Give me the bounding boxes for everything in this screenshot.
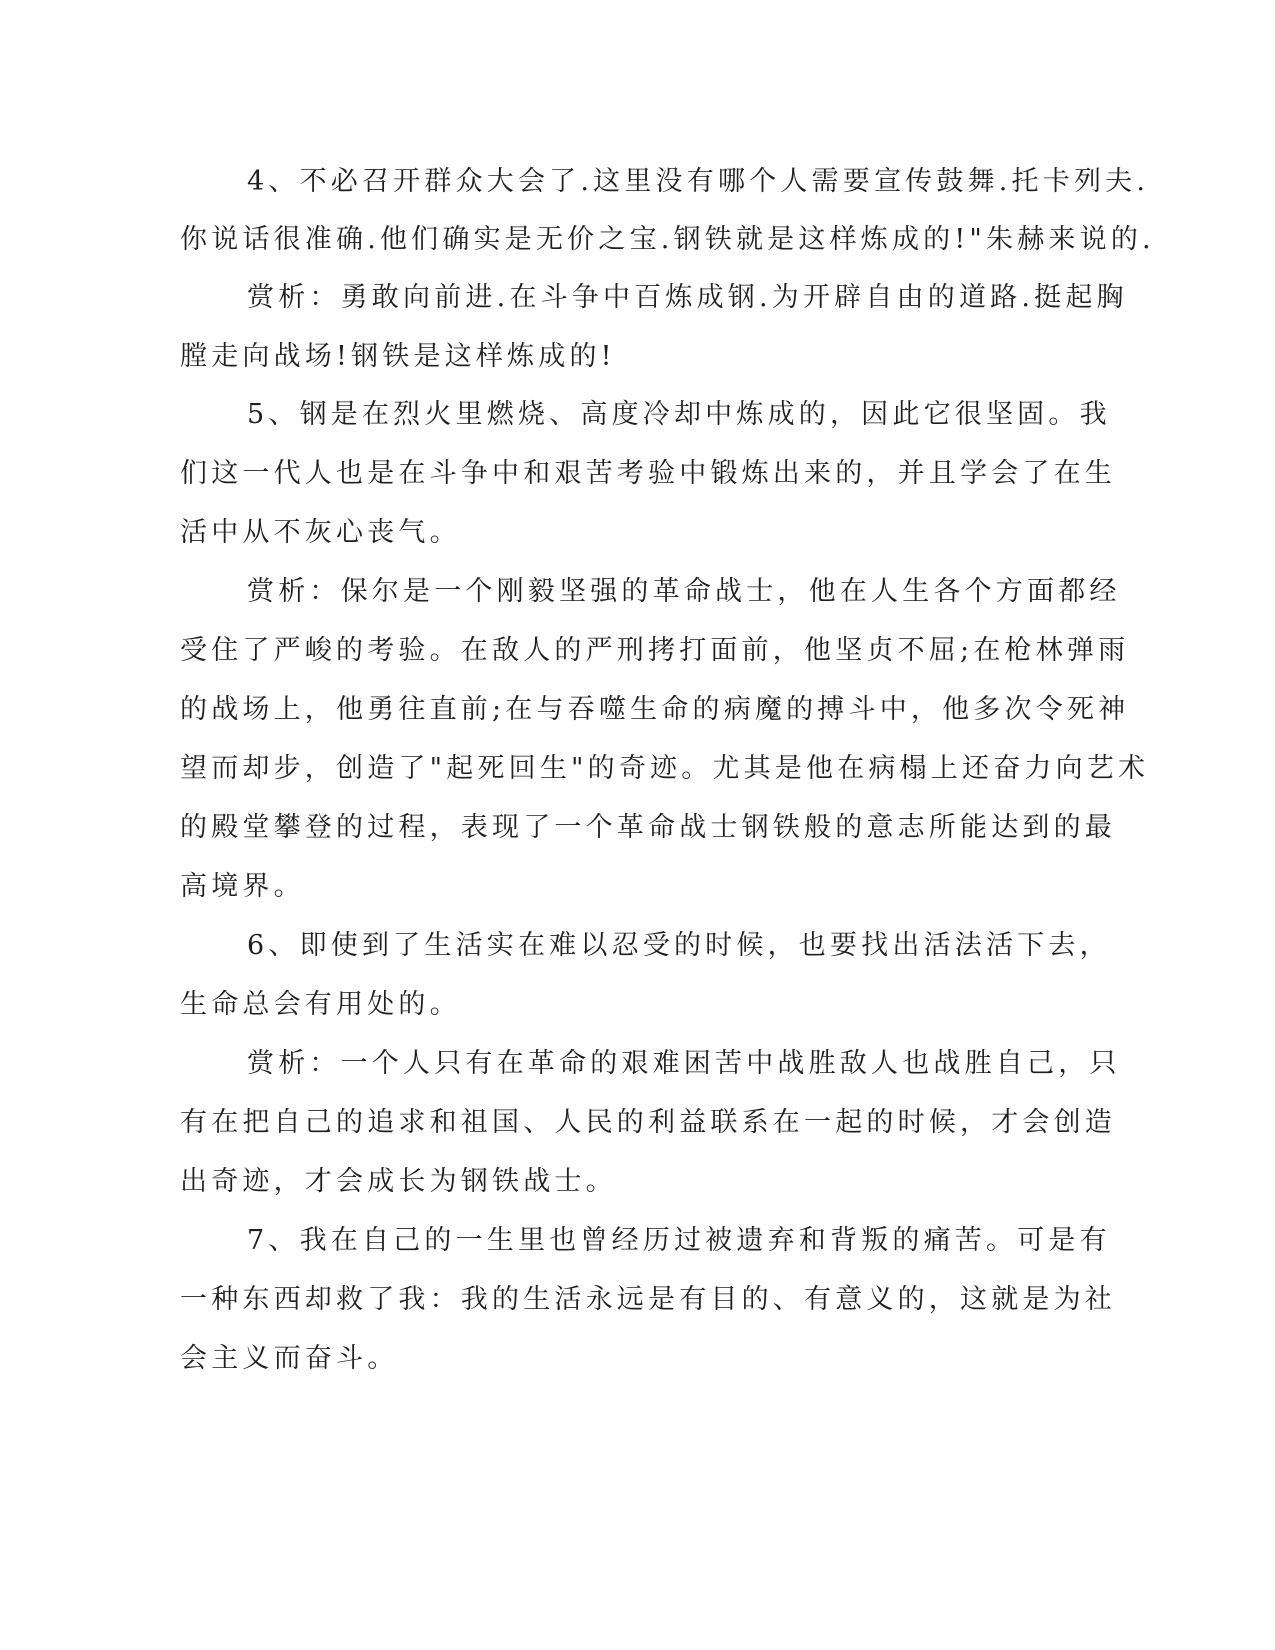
paragraph-4-analysis-line-1: 赏析：勇敢向前进.在斗争中百炼成钢.为开辟自由的道路.挺起胸	[247, 282, 1128, 313]
paragraph-5-analysis-line-2: 受住了严峻的考验。在敌人的严刑拷打面前，他坚贞不屈;在枪林弹雨	[180, 635, 1130, 666]
paragraph-5-analysis-line-1: 赏析：保尔是一个刚毅坚强的革命战士，他在人生各个方面都经	[247, 576, 1121, 607]
paragraph-6-analysis-line-3: 出奇迹，才会成长为钢铁战士。	[180, 1166, 617, 1197]
paragraph-6-analysis-line-1: 赏析：一个人只有在革命的艰难困苦中战胜敌人也战胜自己，只	[247, 1048, 1121, 1079]
paragraph-4-analysis-line-2: 膛走向战场!钢铁是这样炼成的!	[180, 341, 616, 372]
paragraph-5-analysis-line-4: 望而却步，创造了"起死回生"的奇迹。尤其是他在病榻上还奋力向艺术	[180, 753, 1150, 784]
paragraph-6-analysis-line-2: 有在把自己的追求和祖国、人民的利益联系在一起的时候，才会创造	[180, 1107, 1116, 1138]
paragraph-5-analysis-line-5: 的殿堂攀登的过程，表现了一个革命战士钢铁般的意志所能达到的最	[180, 812, 1116, 843]
paragraph-5-analysis-line-3: 的战场上，他勇往直前;在与吞噬生命的病魔的搏斗中，他多次令死神	[180, 694, 1130, 725]
paragraph-5-line-2: 们这一代人也是在斗争中和艰苦考验中锻炼出来的，并且学会了在生	[180, 458, 1116, 489]
paragraph-7-line-1: 7、我在自己的一生里也曾经历过被遗弃和背叛的痛苦。可是有	[247, 1225, 1111, 1256]
paragraph-4-line-2: 你说话很准确.他们确实是无价之宝.钢铁就是这样炼成的!"朱赫来说的.	[180, 224, 1155, 255]
paragraph-5-analysis-line-6: 高境界。	[180, 871, 305, 902]
paragraph-5-line-1: 5、钢是在烈火里燃烧、高度冷却中炼成的，因此它很坚固。我	[247, 399, 1111, 430]
paragraph-5-line-3: 活中从不灰心丧气。	[180, 517, 461, 548]
paragraph-6-line-1: 6、即使到了生活实在难以忍受的时候，也要找出活法活下去，	[247, 930, 1111, 961]
paragraph-7-line-2: 一种东西却救了我：我的生活永远是有目的、有意义的，这就是为社	[180, 1284, 1116, 1315]
paragraph-6-line-2: 生命总会有用处的。	[180, 989, 461, 1020]
paragraph-4-line-1: 4、不必召开群众大会了.这里没有哪个人需要宣传鼓舞.托卡列夫.	[247, 166, 1150, 197]
paragraph-7-line-3: 会主义而奋斗。	[180, 1343, 399, 1374]
